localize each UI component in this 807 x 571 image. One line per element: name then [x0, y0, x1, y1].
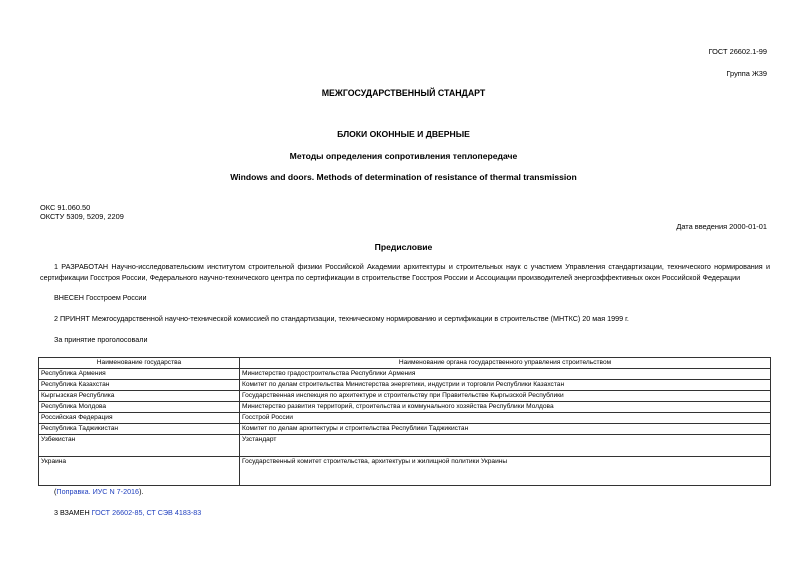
body-cell: Госстрой России [240, 413, 771, 424]
state-cell: Кыргызская Республика [39, 391, 240, 402]
body-cell: Государственная инспекция по архитектуре и строительству при Правительстве Кыргызской Республики [240, 391, 771, 402]
table-row [39, 402, 771, 413]
amendment-close-paren: ). [139, 487, 144, 496]
state-cell: Республика Казахстан [39, 380, 240, 391]
interstate-standard-title: МЕЖГОСУДАРСТВЕННЫЙ СТАНДАРТ [321, 88, 486, 98]
english-title: Windows and doors. Methods of determination of resistance of thermal transmission [230, 172, 577, 182]
preface-heading: Предисловие [374, 242, 433, 252]
state-cell: Украина [39, 457, 240, 486]
replaces-prefix: 3 ВЗАМЕН [54, 508, 92, 517]
preface-paragraph-developed: 1 РАЗРАБОТАН Научно-исследовательским институтом строительной физики Российской Академии архитектуры и строительных наук с участием Управления стандартизации, технического нормирования и сертификации Госстроя России, Федерального научно-технического центра по сертификации в строительстве Госстроя России и Ассоциации производителей энергоэффективных окон Российской Федерации [40, 262, 770, 282]
table-header-state: Наименование государства [39, 358, 240, 369]
table-row [39, 457, 771, 486]
okstu-code: ОКСТУ 5309, 5209, 2209 [40, 212, 124, 221]
replaced-standards-link[interactable]: ГОСТ 26602-85, СТ СЭВ 4183-83 [91, 508, 202, 517]
document-number: ГОСТ 26602.1-99 [708, 47, 767, 56]
table-row [39, 369, 771, 380]
table-row [39, 391, 771, 402]
state-cell: Узбекистан [39, 435, 240, 457]
table-row [39, 435, 771, 457]
preface-paragraph-voted: За принятие проголосовали [54, 335, 148, 344]
table-row [39, 380, 771, 391]
table-row [39, 424, 771, 435]
table-header-body: Наименование органа государственного управления строительством [240, 358, 771, 369]
state-cell: Республика Молдова [39, 402, 240, 413]
oks-code: ОКС 91.060.50 [40, 203, 91, 212]
body-cell: Комитет по делам архитектуры и строительства Республики Таджикистан [240, 424, 771, 435]
state-cell: Республика Армения [39, 369, 240, 380]
table-header-row [39, 358, 771, 369]
standard-main-title: БЛОКИ ОКОННЫЕ И ДВЕРНЫЕ [337, 129, 470, 139]
preface-paragraph-introduced: ВНЕСЕН Госстроем России [54, 293, 147, 302]
body-cell: Государственный комитет строительства, архитектуры и жилищной политики Украины [240, 457, 771, 486]
standard-subtitle: Методы определения сопротивления теплопередаче [289, 151, 518, 161]
body-cell: Министерство развития территорий, строительства и коммунального хозяйства Республики Молдова [240, 402, 771, 413]
amendment-link[interactable]: Поправка. ИУС N 7-2016 [56, 487, 140, 496]
amendment-note [54, 487, 143, 496]
body-cell: Комитет по делам строительства Министерства энергетики, индустрии и торговли Республики Казахстан [240, 380, 771, 391]
document-group: Группа Ж39 [726, 69, 767, 78]
replaces-note [54, 508, 201, 517]
table-row [39, 413, 771, 424]
preface-paragraph-adopted: 2 ПРИНЯТ Межгосударственной научно-технической комиссией по стандартизации, техническому нормированию и сертификации в строительстве (МНТКС) 20 мая 1999 г. [54, 314, 629, 323]
voting-states-table [38, 357, 771, 486]
state-cell: Республика Таджикистан [39, 424, 240, 435]
intro-date: Дата введения 2000-01-01 [676, 222, 767, 231]
body-cell: Узстандарт [240, 435, 771, 457]
body-cell: Министерство градостроительства Республики Армения [240, 369, 771, 380]
amendment-open-paren: ( [54, 487, 57, 496]
state-cell: Российская Федерация [39, 413, 240, 424]
